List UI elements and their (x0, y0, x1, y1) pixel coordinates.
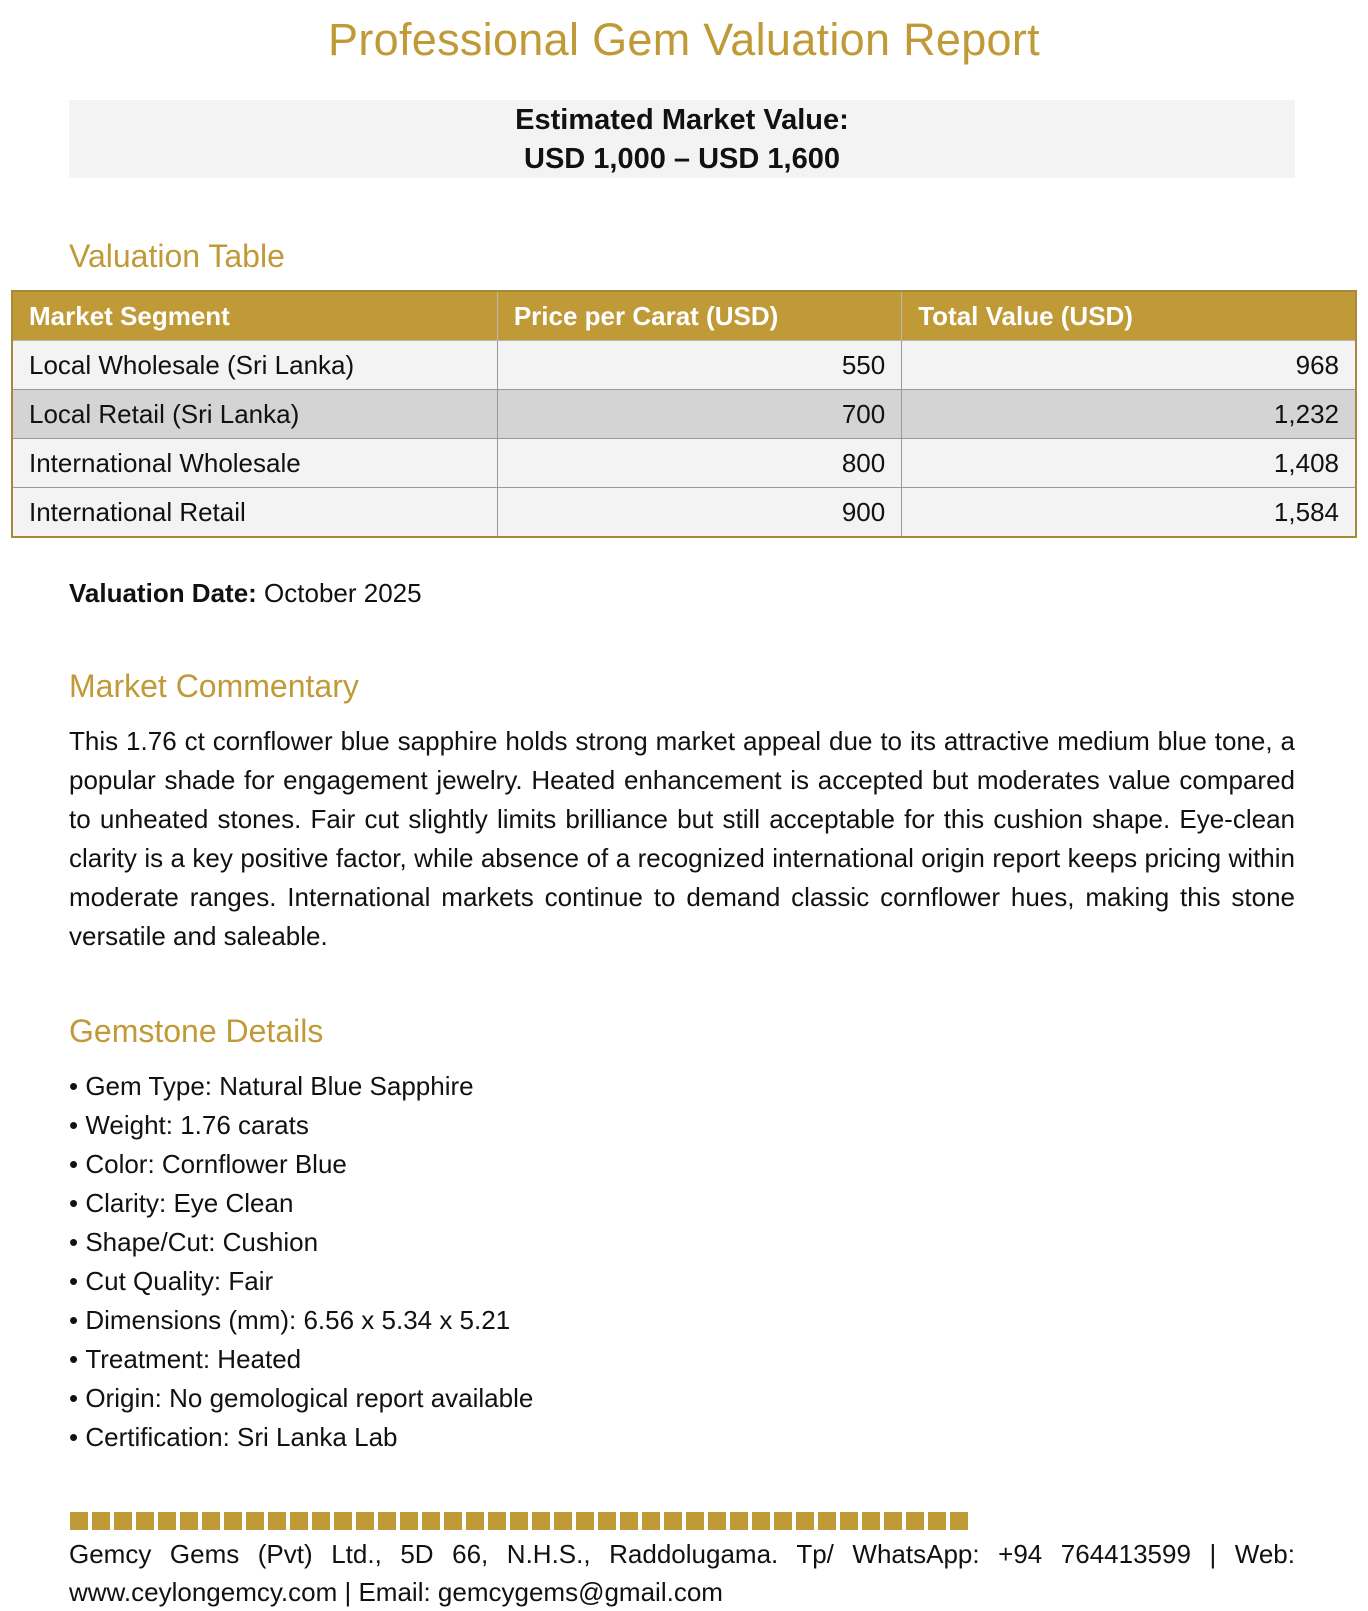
divider-square (202, 1512, 220, 1530)
column-header-segment: Market Segment (12, 291, 497, 341)
divider-square (158, 1512, 176, 1530)
total-cell: 1,232 (902, 390, 1356, 439)
gemstone-details-list (69, 1067, 533, 1457)
divider-square (92, 1512, 110, 1530)
list-item: • Gem Type: Natural Blue Sapphire (69, 1067, 533, 1106)
list-item: • Origin: No gemological report available (69, 1379, 533, 1418)
divider-square (312, 1512, 330, 1530)
divider-square (642, 1512, 660, 1530)
list-item: • Dimensions (mm): 6.56 x 5.34 x 5.21 (69, 1301, 533, 1340)
divider-square (598, 1512, 616, 1530)
table-row (12, 341, 1356, 390)
divider-square (334, 1512, 352, 1530)
divider-square (950, 1512, 968, 1530)
divider-square (532, 1512, 550, 1530)
table-header-row (12, 291, 1356, 341)
total-cell: 968 (902, 341, 1356, 390)
divider-square (686, 1512, 704, 1530)
commentary-text: This 1.76 ct cornflower blue sapphire holds strong market appeal due to its attractive medium blue tone, a popular shade for engagement jewelry. Heated enhancement is accepted but moderates value compared to unheated stones. Fair cut slightly limits brilliance but still acceptable for this cushion shape. Eye-clean clarity is a key positive factor, while absence of a recognized international origin report keeps pricing within moderate ranges. International markets continue to demand classic cornflower hues, making this stone versatile and saleable. (69, 726, 1295, 951)
divider-square (708, 1512, 726, 1530)
divider-square (906, 1512, 924, 1530)
segment-cell: Local Wholesale (Sri Lanka) (12, 341, 497, 390)
footer-contact: Gemcy Gems (Pvt) Ltd., 5D 66, N.H.S., Raddolugama. Tp/ WhatsApp: +94 764413599 | Web: www.ceylongemcy.com | Email: gemcygems@gmail.com (69, 1539, 1295, 1607)
total-cell: 1,584 (902, 488, 1356, 538)
list-item: • Shape/Cut: Cushion (69, 1223, 533, 1262)
divider-square (796, 1512, 814, 1530)
column-header-total: Total Value (USD) (902, 291, 1356, 341)
valuation-date-label: Valuation Date: (69, 578, 257, 608)
segment-cell: Local Retail (Sri Lanka) (12, 390, 497, 439)
segment-cell: International Retail (12, 488, 497, 538)
table-row (12, 439, 1356, 488)
price-cell: 550 (497, 341, 901, 390)
list-item: • Cut Quality: Fair (69, 1262, 533, 1301)
valuation-date (69, 578, 422, 609)
divider-square (400, 1512, 418, 1530)
market-value-label: Estimated Market Value: (515, 104, 849, 136)
valuation-table-heading: Valuation Table (69, 238, 285, 274)
divider-square (664, 1512, 682, 1530)
divider-square (246, 1512, 264, 1530)
details-heading: Gemstone Details (69, 1013, 324, 1049)
segment-cell: International Wholesale (12, 439, 497, 488)
divider-square (730, 1512, 748, 1530)
commentary-heading: Market Commentary (69, 668, 359, 704)
divider-square (840, 1512, 858, 1530)
price-cell: 900 (497, 488, 901, 538)
divider-square (290, 1512, 308, 1530)
table-row (12, 390, 1356, 439)
price-cell: 700 (497, 390, 901, 439)
divider-square (576, 1512, 594, 1530)
divider-square (378, 1512, 396, 1530)
market-value-box (69, 100, 1295, 178)
divider-square (774, 1512, 792, 1530)
divider-square (466, 1512, 484, 1530)
divider-square (884, 1512, 902, 1530)
divider-square (752, 1512, 770, 1530)
list-item: • Treatment: Heated (69, 1340, 533, 1379)
valuation-table (11, 290, 1357, 538)
report-title: Professional Gem Valuation Report (328, 14, 1040, 65)
divider-square (180, 1512, 198, 1530)
divider-square (554, 1512, 572, 1530)
divider-square (862, 1512, 880, 1530)
valuation-date-value: October 2025 (256, 578, 422, 608)
divider-square (488, 1512, 506, 1530)
total-cell: 1,408 (902, 439, 1356, 488)
divider-square (928, 1512, 946, 1530)
divider-square (510, 1512, 528, 1530)
divider-square (136, 1512, 154, 1530)
divider-square (70, 1512, 88, 1530)
divider-square (268, 1512, 286, 1530)
list-item: • Clarity: Eye Clean (69, 1184, 533, 1223)
divider-square (422, 1512, 440, 1530)
divider-square (114, 1512, 132, 1530)
divider-square (224, 1512, 242, 1530)
market-value-range: USD 1,000 – USD 1,600 (524, 143, 840, 175)
divider-square (444, 1512, 462, 1530)
column-header-price: Price per Carat (USD) (497, 291, 901, 341)
list-item: • Weight: 1.76 carats (69, 1106, 533, 1145)
list-item: • Color: Cornflower Blue (69, 1145, 533, 1184)
price-cell: 800 (497, 439, 901, 488)
table-row (12, 488, 1356, 538)
decorative-divider (70, 1512, 968, 1530)
divider-square (620, 1512, 638, 1530)
divider-square (818, 1512, 836, 1530)
list-item: • Certification: Sri Lanka Lab (69, 1418, 533, 1457)
divider-square (356, 1512, 374, 1530)
